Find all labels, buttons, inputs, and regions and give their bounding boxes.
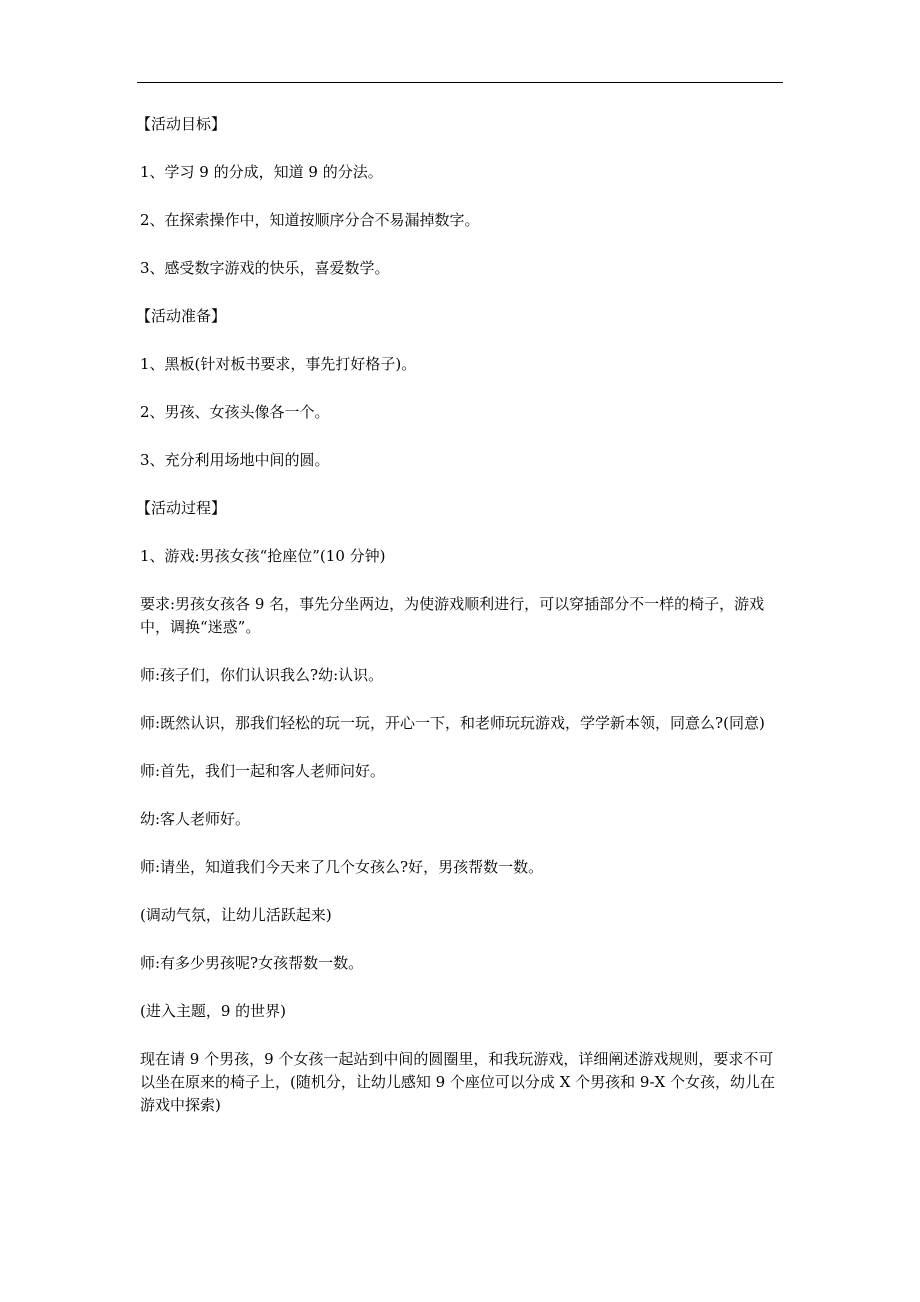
section-heading-preparation: 【活动准备】 [136,307,227,325]
preparation-item-3: 3、充分利用场地中间的圆。 [140,451,330,469]
goal-item-3: 3、感受数字游戏的快乐，喜爱数学。 [140,259,390,277]
stage-note: (调动气氛，让幼儿活跃起来) [140,906,332,924]
section-heading-goals: 【活动目标】 [136,115,227,133]
preparation-item-1: 1、黑板(针对板书要求，事先打好格子)。 [140,355,417,373]
goal-item-2: 2、在探索操作中，知道按顺序分合不易漏掉数字。 [140,211,480,229]
process-requirements: 要求:男孩女孩各 9 名，事先分坐两边，为使游戏顺利进行，可以穿插部分不一样的椅子，游戏中，调换“迷惑”。 [140,595,765,636]
header-rule [137,82,783,83]
dialogue-line: 师:首先，我们一起和客人老师问好。 [140,762,386,780]
game-rules-paragraph: 现在请 9 个男孩，9 个女孩一起站到中间的圆圈里，和我玩游戏，详细阐述游戏规则，要求不可以坐在原来的椅子上，(随机分，让幼儿感知 9 个座位可以分成 X 个男孩和 9-X 个女孩，幼儿在游戏中探索) [140,1050,775,1114]
dialogue-line: 师:既然认识，那我们轻松的玩一玩，开心一下，和老师玩玩游戏，学学新本领，同意么?(同意) [140,714,765,732]
preparation-item-2: 2、男孩、女孩头像各一个。 [140,403,330,421]
dialogue-line: 师:请坐，知道我们今天来了几个女孩么?好，男孩帮数一数。 [140,858,544,876]
document-body [136,113,785,1142]
dialogue-line: 师:孩子们，你们认识我么?幼:认识。 [140,666,384,684]
process-step-1: 1、游戏:男孩女孩“抢座位”(10 分钟) [140,547,386,565]
stage-note: (进入主题，9 的世界) [140,1002,287,1020]
goal-item-1: 1、学习 9 的分成，知道 9 的分法。 [140,163,383,181]
section-heading-process: 【活动过程】 [136,499,227,517]
dialogue-line: 师:有多少男孩呢?女孩帮数一数。 [140,954,364,972]
dialogue-line: 幼:客人老师好。 [140,810,251,828]
